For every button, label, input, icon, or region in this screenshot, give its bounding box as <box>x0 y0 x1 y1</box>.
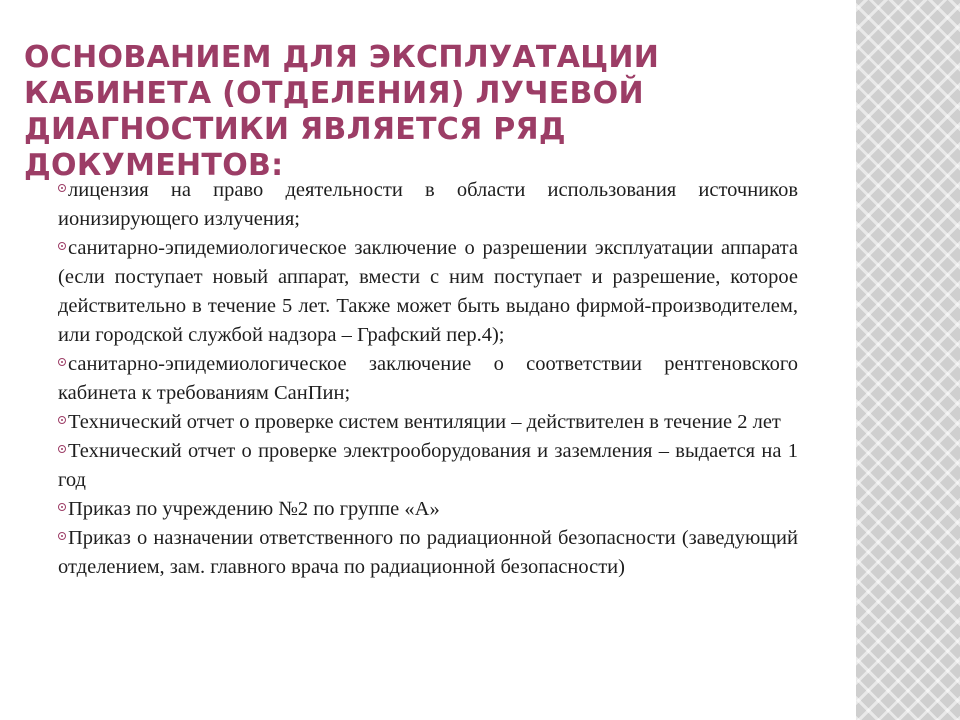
list-item <box>58 437 798 495</box>
list-item-text: Приказ о назначении ответственного по радиационной безопасности (заведующий отделением, зам. главного врача по радиационной безопасности) <box>58 527 798 578</box>
circle-bullet-icon <box>58 532 66 540</box>
list-item-text: Технический отчет о проверке электрооборудования и заземления – выдается на 1 год <box>58 440 798 491</box>
list-item <box>58 176 798 234</box>
list-item-text: санитарно-эпидемиологическое заключение о разрешении эксплуатации аппарата (если поступает новый аппарат, вмести с ним поступает и разрешение, которое действительно в течение 5 лет. Также может быть выдано фирмой-производителем, или городской службой надзора – Графский пер.4); <box>58 237 798 346</box>
list-item-text: Приказ по учреждению №2 по группе «А» <box>68 498 440 520</box>
list-item <box>58 495 798 524</box>
circle-bullet-icon <box>58 358 66 366</box>
circle-bullet-icon <box>58 184 66 192</box>
list-item <box>58 234 798 350</box>
list-item-text: лицензия на право деятельности в области использования источников ионизирующего излучения; <box>58 179 798 230</box>
list-item <box>58 524 798 582</box>
slide-title: ОСНОВАНИЕМ ДЛЯ ЭКСПЛУАТАЦИИ КАБИНЕТА (ОТДЕЛЕНИЯ) ЛУЧЕВОЙ ДИАГНОСТИКИ ЯВЛЯЕТСЯ РЯД ДОКУМЕНТОВ: <box>24 40 660 183</box>
document-list <box>58 176 798 582</box>
list-item <box>58 408 798 437</box>
circle-bullet-icon <box>58 416 66 424</box>
list-item-text: санитарно-эпидемиологическое заключение о соответствии рентгеновского кабинета к требованиям СанПин; <box>58 353 798 404</box>
circle-bullet-icon <box>58 503 66 511</box>
circle-bullet-icon <box>58 445 66 453</box>
side-diamond-pattern <box>856 0 960 720</box>
list-item-text: Технический отчет о проверке систем вентиляции – действителен в течение 2 лет <box>68 411 781 433</box>
circle-bullet-icon <box>58 242 66 250</box>
list-item <box>58 350 798 408</box>
